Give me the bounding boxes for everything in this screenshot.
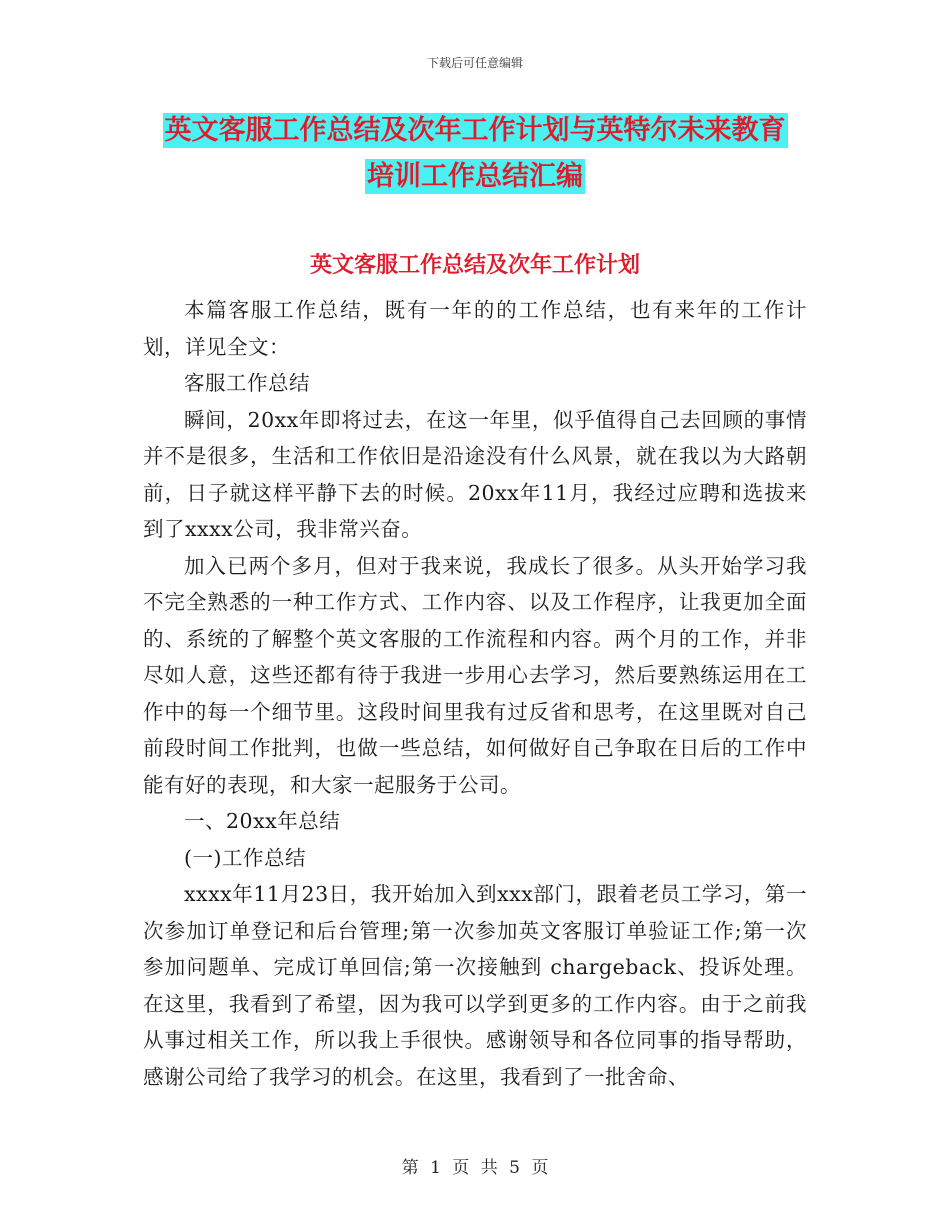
title-line-1: 英文客服工作总结及次年工作计划与英特尔未来教育 xyxy=(164,115,786,146)
paragraph: 加入已两个多月，但对于我来说，我成长了很多。从头开始学习我不完全熟悉的一种工作方式、工作内容、以及工作程序，让我更加全面的、系统的了解整个英文客服的工作流程和内容。两个月的工作，并非尽如人意，这些还都有待于我进一步用心去学习，然后要熟练运用在工作中的每一个细节里。这段时间里我有过反省和思考，在这里既对自己前段时间工作批判，也做一些总结，如何做好自己争取在日后的工作中能有好的表现，和大家一起服务于公司。 xyxy=(143,553,807,797)
paragraph: 瞬间，20xx年即将过去，在这一年里，似乎值得自己去回顾的事情并不是很多，生活和工作依旧是沿途没有什么风景，就在我以为大路朝前，日子就这样平静下去的时候。20xx年11月，我经过应聘和选拔来到了xxxx公司，我非常兴奋。 xyxy=(143,407,807,541)
paragraph: 本篇客服工作总结，既有一年的的工作总结，也有来年的工作计划，详见全文： xyxy=(143,298,807,359)
title-line-2: 培训工作总结汇编 xyxy=(367,161,583,192)
section-title: 英文客服工作总结及次年工作计划 xyxy=(309,253,640,278)
paragraph: xxxx年11月23日，我开始加入到xxx部门，跟着老员工学习，第一次参加订单登记和后台管理;第一次参加英文客服订单验证工作;第一次参加问题单、完成订单回信;第一次接触到 chargeback、投诉处理。在这里，我看到了希望，因为我可以学到更多的工作内容。由于之前我从事过相关工作，所以我上手很快。感谢领导和各位同事的指导帮助，感谢公司给了我学习的机会。在这里，我看到了一批舍命、 xyxy=(143,882,807,1089)
paragraph: 一、20xx年总结 xyxy=(184,809,341,833)
document-title xyxy=(140,108,810,200)
paragraph: (一)工作总结 xyxy=(184,845,306,870)
page-header-note: 下载后可任意编辑 xyxy=(426,56,523,70)
document-body xyxy=(143,292,807,1095)
page-footer: 第 1 页 共 5 页 xyxy=(401,1158,549,1178)
paragraph: 客服工作总结 xyxy=(184,371,310,395)
